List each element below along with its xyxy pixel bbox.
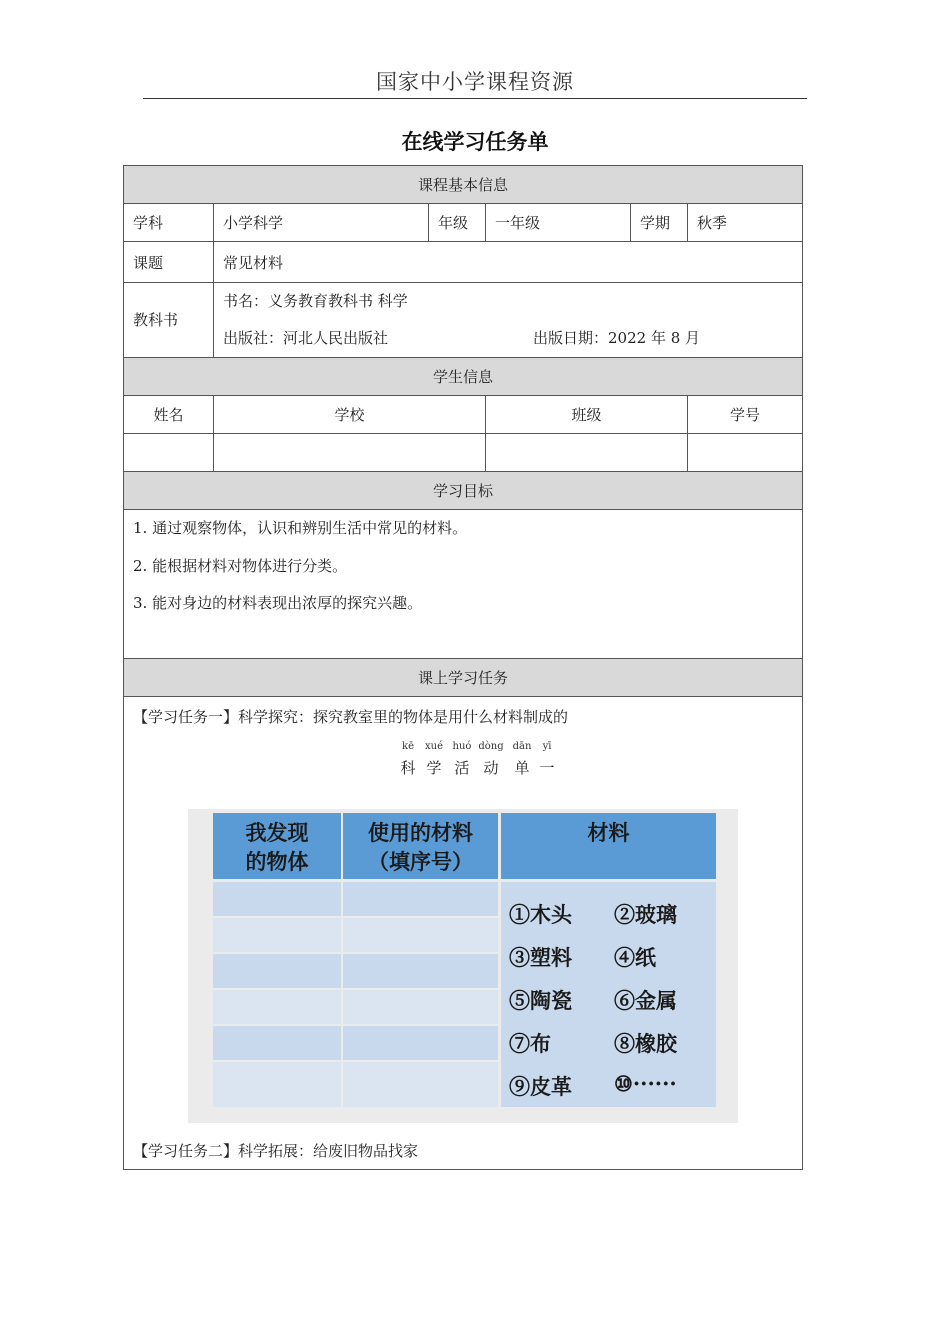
sheet-header-materials (501, 813, 716, 879)
section-tasks: 课上学习任务 (124, 659, 803, 697)
activity-pinyin (394, 741, 594, 755)
activity-title-char: 动 (483, 759, 499, 777)
grade-value: 一年级 (486, 204, 631, 242)
section-student-info: 学生信息 (124, 358, 803, 396)
activity-title-char: 科 (400, 759, 416, 777)
col-name: 姓名 (124, 396, 214, 434)
subject-value: 小学科学 (214, 204, 429, 242)
textbook-info (214, 283, 803, 358)
topic-label: 课题 (124, 242, 214, 283)
activity-title-char: 活 (454, 759, 470, 777)
sheet-row-cell[interactable] (213, 954, 341, 988)
textbook-label (124, 283, 214, 358)
sheet-row-cell[interactable] (213, 1026, 341, 1060)
sheet-header-line: 材料 (587, 820, 630, 845)
pinyin-syllable: yī (542, 741, 552, 752)
task-one-text: 【学习任务一】科学探究：探究教室里的物体是用什么材料制成的 (133, 708, 569, 726)
col-school: 学校 (214, 396, 486, 434)
sheet-row-cell[interactable] (213, 882, 341, 916)
sheet-row-cell[interactable] (343, 990, 498, 1024)
page-header-title: 国家中小学课程资源 (376, 70, 574, 94)
activity-title-char: 单 (514, 759, 530, 777)
goals-list (124, 510, 803, 659)
pinyin-syllable: xué (425, 741, 443, 752)
goal-item: 3. 能对身边的材料表现出浓厚的探究兴趣。 (133, 594, 423, 612)
sheet-row-cell[interactable] (213, 918, 341, 952)
pinyin-syllable: dān (512, 741, 532, 752)
term-value: 秋季 (688, 204, 803, 242)
sheet-header-material-used (343, 813, 498, 879)
section-course-info: 课程基本信息 (124, 166, 803, 204)
col-student-id: 学号 (688, 396, 803, 434)
material-item: ⑦布 (509, 1031, 551, 1056)
sheet-row-cell[interactable] (343, 918, 498, 952)
subject-label: 学科 (124, 204, 214, 242)
material-item: ②玻璃 (614, 902, 677, 927)
material-item: ⑨皮革 (509, 1074, 572, 1099)
section-goals: 学习目标 (124, 472, 803, 510)
name-field[interactable] (124, 434, 214, 472)
materials-list (501, 882, 716, 1107)
sheet-header-line: 的物体 (245, 849, 309, 874)
sheet-row-cell[interactable] (343, 1026, 498, 1060)
activity-sheet-image (188, 809, 738, 1123)
textbook-label-text: 教科书 (133, 310, 179, 329)
publish-date: 出版日期：2022 年 8 月 (533, 329, 701, 347)
school-field[interactable] (214, 434, 486, 472)
tasks-content (124, 697, 803, 1170)
header-divider (143, 98, 807, 99)
material-item: ⑤陶瓷 (509, 988, 572, 1013)
activity-title-char: 学 (426, 759, 442, 777)
sheet-row-cell[interactable] (343, 882, 498, 916)
topic-value: 常见材料 (214, 242, 803, 283)
pinyin-syllable: huó (452, 741, 472, 752)
pinyin-syllable: dòng (478, 741, 504, 752)
sheet-row-cell[interactable] (213, 990, 341, 1024)
class-field[interactable] (486, 434, 688, 472)
sheet-row-cell[interactable] (343, 1062, 498, 1107)
material-item: ⑧橡胶 (614, 1031, 677, 1056)
material-item: ④纸 (614, 945, 656, 970)
pinyin-syllable: kē (402, 741, 414, 752)
sheet-header-line: （填序号） (368, 849, 473, 874)
material-item: ⑥金属 (614, 988, 677, 1013)
task-two-text: 【学习任务二】科学拓展：给废旧物品找家 (133, 1142, 419, 1160)
sheet-header-line: 我发现 (245, 820, 309, 845)
activity-title-char: 一 (539, 759, 555, 777)
grade-label: 年级 (429, 204, 486, 242)
sheet-header-object (213, 813, 341, 879)
sheet-row-cell[interactable] (343, 954, 498, 988)
activity-title (394, 757, 594, 779)
task-sheet-table (123, 165, 803, 1170)
sheet-row-cell[interactable] (213, 1062, 341, 1107)
sheet-header-line: 使用的材料 (368, 820, 473, 845)
goal-item: 2. 能根据材料对物体进行分类。 (133, 556, 348, 575)
publisher: 出版社：河北人民出版社 (223, 329, 389, 347)
student-id-field[interactable] (688, 434, 803, 472)
book-name: 书名：义务教育教科书 科学 (223, 292, 408, 310)
material-item: ③塑料 (509, 945, 572, 970)
material-item: ①木头 (509, 902, 572, 927)
activity-sheet (213, 813, 718, 1107)
goal-item: 1. 通过观察物体，认识和辨别生活中常见的材料。 (133, 519, 468, 537)
document-title: 在线学习任务单 (401, 129, 549, 154)
material-item: ⑩······ (614, 1071, 677, 1096)
col-class: 班级 (486, 396, 688, 434)
term-label: 学期 (631, 204, 688, 242)
